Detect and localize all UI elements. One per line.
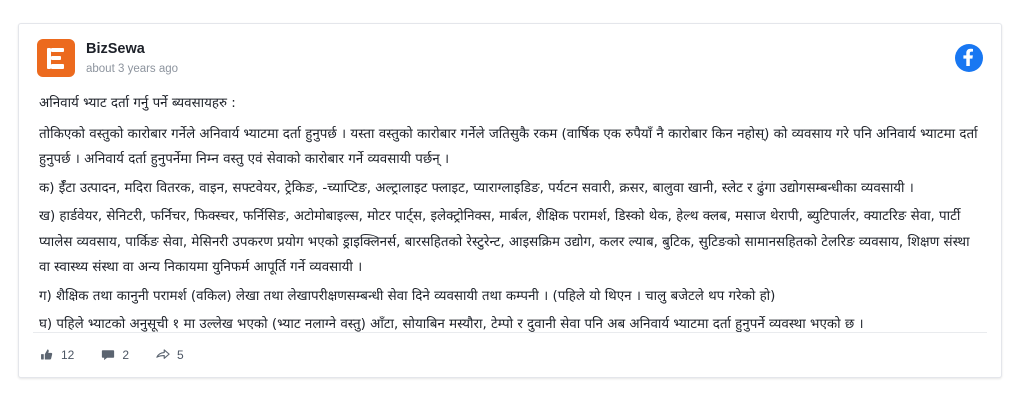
post-paragraph: ग) शैक्षिक तथा कानुनी परामर्श (वकिल) लेखा तथा लेखापरीक्षणसम्बन्धी सेवा दिने व्यवसायी तथा कम्पनी । (पहिले यो थिएन । चालु बजेटले थप गरेको हो)	[39, 288, 776, 304]
post-meta	[86, 39, 178, 77]
facebook-icon[interactable]	[955, 44, 983, 72]
share-count: 5	[177, 347, 184, 362]
post-timestamp: about 3 years ago	[86, 63, 179, 75]
avatar[interactable]	[37, 39, 75, 77]
comment-icon	[100, 348, 115, 363]
comment-count: 2	[122, 347, 130, 362]
thumbs-up-icon	[39, 348, 54, 363]
share-icon	[155, 348, 170, 363]
like-stat[interactable]	[39, 348, 74, 363]
post-paragraph: तोकिएको वस्तुको कारोबार गर्नेले अनिवार्य भ्याटमा दर्ता हुनुपर्छ । यस्ता वस्तुको कारोबार गर्नेले जतिसुकै रकम (वार्षिक एक रुपैयाँ नै कारोबार किन नहोस्) को व्यवसाय गरे पनि अनिवार्य भ्याटमा दर्ता हुनुपर्छ । अनिवार्य दर्ता हुनुपर्नेमा निम्न वस्तु एवं सेवाको कारोबार गर्ने व्यवसायी पर्छन् ।	[39, 126, 978, 167]
bizsewa-logo-icon	[47, 48, 66, 69]
post-paragraph: ख) हार्डवेयर, सेनिटरी, फर्निचर, फिक्स्चर, फर्निसिङ, अटोमोबाइल्स, मोटर पार्ट्स, इलेक्ट्रोनिक्स, मार्बल, शैक्षिक परामर्श, डिस्को थेक, हेल्थ क्लब, मसाज थेरापी, ब्युटिपार्लर, क्याटरिङ सेवा, पार्टी प्यालेस व्यवसाय, पार्किङ सेवा, मेसिनरी उपकरण प्रयोग भएको ड्राइक्लिनर्स, बारसहितको रेस्टुरेन्ट, आइसक्रिम उद्योग, कलर ल्याब, बुटिक, सुटिङको सामानसहितको टेलरिङ व्यवसाय, शिक्षण संस्था वा स्वास्थ्य संस्था वा अन्य निकायमा युनिफर्म आपूर्ति गर्ने व्यवसायी ।	[39, 209, 970, 275]
post-body	[19, 77, 1001, 338]
post-footer	[19, 333, 1001, 377]
like-count: 12	[61, 347, 75, 362]
post-author[interactable]: BizSewa	[86, 41, 145, 57]
share-stat[interactable]	[155, 348, 184, 363]
post-paragraph: अनिवार्य भ्याट दर्ता गर्नु पर्ने ब्यवसायहरु :	[39, 96, 236, 111]
post-paragraph: क) ईँटा उत्पादन, मदिरा वितरक, वाइन, सफ्टवेयर, ट्रेकिङ, -च्याप्टिङ, अल्ट्रालाइट फ्लाइट, प्याराग्लाइडिङ, पर्यटन सवारी, क्रसर, बालुवा खानी, स्लेट र ढुंगा उद्योगसम्बन्धीका व्यवसायी ।	[39, 180, 914, 196]
post-header	[19, 24, 1001, 77]
post-paragraph: घ) पहिले भ्याटको अनुसूची १ मा उल्लेख भएको (भ्याट नलाग्ने वस्तु) आँटा, सोयाबिन मस्यौरा, टेम्पो र दुवानी सेवा पनि अब अनिवार्य भ्याटमा दर्ता हुनुपर्ने व्यवस्था भएको छ ।	[39, 317, 864, 332]
comment-stat[interactable]	[100, 348, 129, 363]
social-post-card	[18, 23, 1002, 378]
